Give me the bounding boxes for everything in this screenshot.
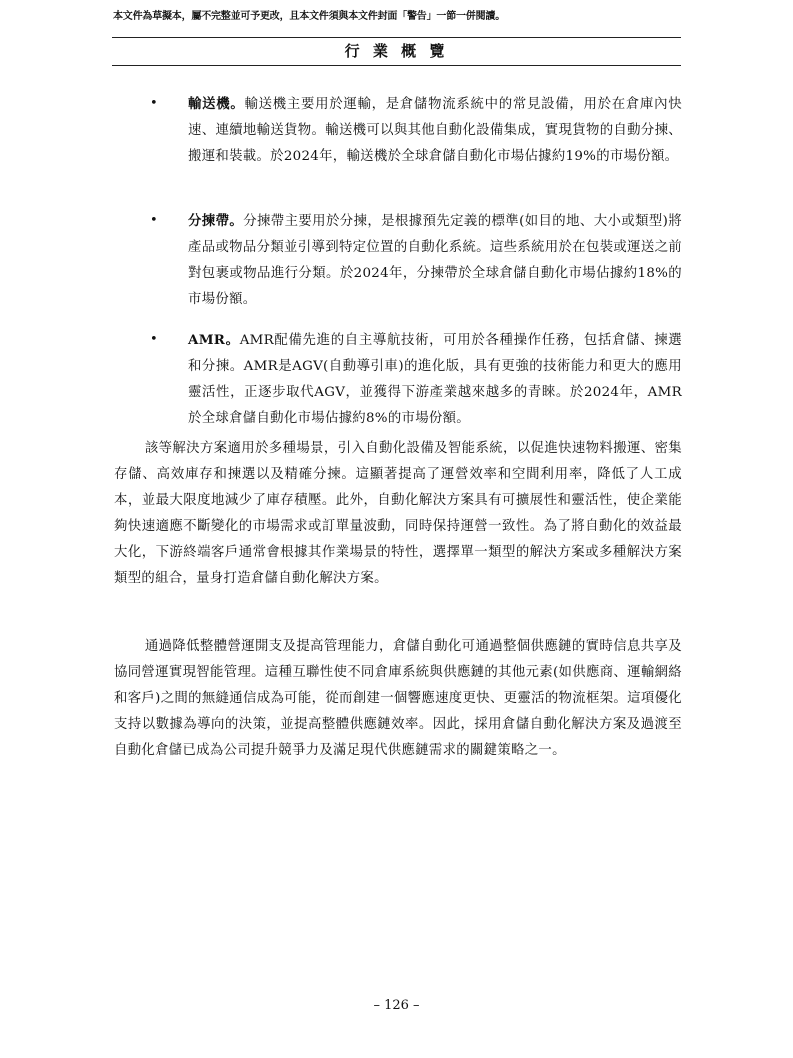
bullet-text <box>188 208 682 313</box>
header-rule <box>112 37 681 38</box>
body-paragraph-supply-chain: 通過降低整體營運開支及提高管理能力，倉儲自動化可通過整個供應鏈的實時信息共享及協同營運實現智能管理。這種互聯性使不同倉庫系統與供應鏈的其他元素(如供應商、運輸網絡和客戶)之間的無縫通信成為可能，從而創建一個響應速度更快、更靈活的物流框架。這項優化支持以數據為導向的決策，並提高整體供應鏈效率。因此，採用倉儲自動化解決方案及過渡至自動化倉儲已成為公司提升競爭力及滿足現代供應鏈需求的關鍵策略之一。 <box>114 639 682 758</box>
section-title: 行 業 概 覽 <box>344 42 449 60</box>
bullet-text <box>188 91 682 170</box>
bullet-body: AMR配備先進的自主導航技術，可用於各種操作任務，包括倉儲、揀選和分揀。AMR是AGV(自動導引車)的進化版，具有更強的技術能力和更大的應用靈活性，正逐步取代AGV，並獲得下游產業越來越多的青睞。於2024年，AMR於全球倉儲自動化市場佔據約8%的市場份額。 <box>188 333 682 426</box>
header-rule-bottom <box>112 65 681 66</box>
bullet-marker: • <box>150 332 158 347</box>
bullet-marker: • <box>150 96 158 111</box>
bullet-term: 輸送機。 <box>188 96 245 112</box>
bullet-text <box>188 327 682 432</box>
bullet-marker: • <box>150 213 158 228</box>
page-number: – 126 – <box>373 998 420 1013</box>
body-paragraph-solutions: 該等解決方案適用於多種場景，引入自動化設備及智能系統，以促進快速物料搬運、密集存儲、高效庫存和揀選以及精確分揀。這顯著提高了運營效率和空間利用率，降低了人工成本，並最大限度地減少了庫存積壓。此外，自動化解決方案具有可擴展性和靈活性，使企業能夠快速適應不斷變化的市場需求或訂單量波動，同時保持運營一致性。為了將自動化的效益最大化，下游終端客戶通常會根據其作業場景的特性，選擇單一類型的解決方案或多種解決方案類型的組合，量身打造倉儲自動化解決方案。 <box>114 441 682 586</box>
bullet-body: 輸送機主要用於運輸，是倉儲物流系統中的常見設備，用於在倉庫內快速、連續地輸送貨物。輸送機可以與其他自動化設備集成，實現貨物的自動分揀、搬運和裝載。於2024年，輸送機於全球倉儲自動化市場佔據約19%的市場份額。 <box>188 97 682 164</box>
bullet-term: AMR。 <box>188 332 240 348</box>
draft-warning: 本文件為草擬本，屬不完整並可予更改，且本文件須與本文件封面「警告」一節一併閱讀。 <box>113 11 505 22</box>
bullet-body: 分揀帶主要用於分揀，是根據預先定義的標準(如目的地、大小或類型)將產品或物品分類並引導到特定位置的自動化系統。這些系統用於在包裝或運送之前對包裹或物品進行分類。於2024年，分揀帶於全球倉儲自動化市場佔據約18%的市場份額。 <box>188 214 682 307</box>
bullet-term: 分揀帶。 <box>188 213 244 229</box>
